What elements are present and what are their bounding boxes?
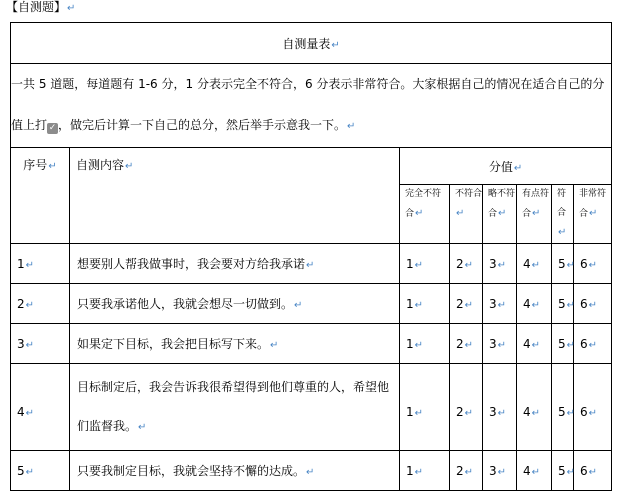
score-option[interactable] (483, 364, 517, 451)
return-mark-icon: ↵ (25, 407, 35, 419)
score-level-label: 不符合 (455, 189, 483, 199)
return-mark-icon: ↵ (414, 407, 424, 419)
item-statement (70, 451, 400, 491)
return-mark-icon: ↵ (566, 466, 576, 478)
checked-box-icon: ✓ (48, 123, 57, 133)
return-mark-icon: ↵ (48, 161, 57, 172)
item-number-value: 2 (17, 296, 25, 311)
item-statement (70, 324, 400, 364)
score-option[interactable] (400, 284, 450, 324)
item-number-value: 4 (17, 404, 25, 419)
header-seq (11, 148, 70, 244)
score-option-value: 1 (406, 404, 414, 419)
return-mark-icon: ↵ (531, 466, 541, 478)
score-option-value: 6 (580, 336, 588, 351)
return-mark-icon: ↵ (566, 339, 576, 351)
score-option-value: 6 (580, 463, 588, 478)
score-option-value: 2 (456, 256, 464, 271)
item-statement-value: 目标制定后，我会告诉我很希望得到他们尊重的人，希望他们监督我。 (77, 379, 390, 433)
score-option-value: 2 (456, 296, 464, 311)
score-option[interactable] (552, 451, 574, 491)
return-mark-icon: ↵ (566, 299, 576, 311)
score-option-value: 2 (456, 404, 464, 419)
return-mark-icon: ↵ (558, 227, 567, 238)
score-level-header (517, 185, 552, 244)
score-option-value: 3 (489, 336, 497, 351)
score-option[interactable] (574, 364, 612, 451)
score-level-header (400, 185, 450, 244)
score-option[interactable] (517, 284, 552, 324)
score-level-header (552, 185, 574, 244)
score-option[interactable] (483, 324, 517, 364)
return-mark-icon: ↵ (497, 466, 507, 478)
return-mark-icon: ↵ (588, 407, 598, 419)
score-option[interactable] (552, 364, 574, 451)
score-option[interactable] (552, 324, 574, 364)
return-mark-icon: ↵ (347, 121, 356, 132)
score-option-value: 4 (523, 256, 531, 271)
return-mark-icon: ↵ (138, 421, 147, 433)
return-mark-icon: ↵ (531, 339, 541, 351)
item-statement (70, 364, 400, 451)
score-option-value: 4 (523, 336, 531, 351)
score-option[interactable] (574, 324, 612, 364)
item-statement-value: 只要我制定目标，我就会坚持不懈的达成。 (77, 464, 306, 478)
return-mark-icon: ↵ (331, 39, 340, 51)
table-title-cell (11, 23, 612, 64)
item-number (11, 284, 70, 324)
return-mark-icon: ↵ (414, 259, 424, 271)
return-mark-icon: ↵ (464, 466, 474, 478)
instructions-text: 一共 5 道题，每道题有 1-6 分，1 分表示完全不符合，6 分表示非常符合。大家根据自己的情况在适合自己的分值上打 (11, 77, 605, 132)
return-mark-icon: ↵ (25, 299, 35, 311)
score-option-value: 5 (558, 296, 566, 311)
score-level-label: 完全不符合 (405, 189, 442, 219)
table-row (11, 364, 612, 451)
score-option-value: 1 (406, 256, 414, 271)
score-option-value: 5 (558, 463, 566, 478)
header-content (70, 148, 400, 244)
return-mark-icon: ↵ (588, 339, 598, 351)
score-option-value: 6 (580, 296, 588, 311)
header-seq-label: 序号 (23, 158, 48, 172)
section-heading-text: 【自测题】 (6, 0, 67, 14)
item-number (11, 451, 70, 491)
return-mark-icon: ↵ (497, 259, 507, 271)
score-level-header (574, 185, 612, 244)
return-mark-icon: ↵ (464, 299, 474, 311)
score-option[interactable] (483, 244, 517, 284)
instructions-text-end: ，做完后计算一下自己的总分，然后举手示意我一下。 (58, 118, 347, 132)
return-mark-icon: ↵ (464, 259, 474, 271)
return-mark-icon: ↵ (456, 208, 465, 219)
table-row (11, 244, 612, 284)
score-option-value: 6 (580, 256, 588, 271)
score-option[interactable] (552, 244, 574, 284)
instructions-cell (11, 64, 612, 148)
score-option[interactable] (450, 284, 483, 324)
item-statement-value: 想要别人帮我做事时，我会要对方给我承诺 (77, 257, 306, 271)
score-option[interactable] (517, 244, 552, 284)
return-mark-icon: ↵ (566, 259, 576, 271)
score-option-value: 4 (523, 404, 531, 419)
return-mark-icon: ↵ (531, 407, 541, 419)
score-option[interactable] (450, 364, 483, 451)
score-level-header (450, 185, 483, 244)
item-number-value: 3 (17, 336, 25, 351)
score-option-value: 1 (406, 463, 414, 478)
score-option-value: 5 (558, 336, 566, 351)
score-option[interactable] (450, 451, 483, 491)
score-option-value: 4 (523, 463, 531, 478)
return-mark-icon: ↵ (464, 407, 474, 419)
item-number-value: 5 (17, 463, 25, 478)
score-option-value: 3 (489, 256, 497, 271)
table-row (11, 324, 612, 364)
return-mark-icon: ↵ (25, 259, 35, 271)
return-mark-icon: ↵ (414, 339, 424, 351)
table-row (11, 284, 612, 324)
return-mark-icon: ↵ (414, 466, 424, 478)
score-option[interactable] (450, 324, 483, 364)
return-mark-icon: ↵ (270, 340, 279, 351)
score-option[interactable] (517, 451, 552, 491)
return-mark-icon: ↵ (513, 162, 523, 174)
return-mark-icon: ↵ (532, 208, 541, 219)
score-level-label: 有点符合 (522, 189, 550, 219)
item-number (11, 244, 70, 284)
score-level-header (483, 185, 517, 244)
score-option[interactable] (483, 284, 517, 324)
item-statement (70, 284, 400, 324)
item-statement-value: 如果定下目标，我会把目标写下来。 (77, 337, 270, 351)
score-option-value: 2 (456, 336, 464, 351)
score-option-value: 6 (580, 404, 588, 419)
score-option-value: 3 (489, 296, 497, 311)
return-mark-icon: ↵ (531, 259, 541, 271)
score-option-value: 5 (558, 404, 566, 419)
return-mark-icon: ↵ (306, 467, 315, 478)
table-title: 自测量表 (282, 36, 331, 51)
score-option[interactable] (450, 244, 483, 284)
item-number (11, 324, 70, 364)
score-option-value: 3 (489, 404, 497, 419)
score-option[interactable] (400, 451, 450, 491)
return-mark-icon: ↵ (415, 208, 424, 219)
return-mark-icon: ↵ (497, 339, 507, 351)
score-option-value: 1 (406, 336, 414, 351)
return-mark-icon: ↵ (566, 407, 576, 419)
score-level-label: 符合 (557, 189, 567, 218)
score-option-value: 5 (558, 256, 566, 271)
return-mark-icon: ↵ (588, 259, 598, 271)
score-option[interactable] (483, 451, 517, 491)
return-mark-icon: ↵ (414, 299, 424, 311)
score-option[interactable] (552, 284, 574, 324)
return-mark-icon: ↵ (588, 466, 598, 478)
return-mark-icon: ↵ (25, 339, 35, 351)
return-mark-icon: ↵ (464, 339, 474, 351)
return-mark-icon: ↵ (588, 299, 598, 311)
score-option[interactable] (574, 284, 612, 324)
return-mark-icon: ↵ (306, 260, 315, 271)
return-mark-icon: ↵ (294, 300, 303, 311)
item-number (11, 364, 70, 451)
score-option[interactable] (574, 244, 612, 284)
return-mark-icon: ↵ (125, 161, 134, 172)
header-content-label: 自测内容 (76, 158, 125, 172)
score-level-label: 略不符合 (488, 189, 516, 219)
return-mark-icon: ↵ (498, 208, 507, 219)
return-mark-icon: ↵ (531, 299, 541, 311)
score-option-value: 1 (406, 296, 414, 311)
score-option-value: 3 (489, 463, 497, 478)
header-score-label: 分值 (488, 159, 513, 174)
score-option[interactable] (517, 364, 552, 451)
return-mark-icon: ↵ (497, 299, 507, 311)
section-heading (6, 0, 75, 16)
header-score (400, 148, 612, 185)
score-option[interactable] (517, 324, 552, 364)
self-test-table (10, 22, 612, 491)
score-option[interactable] (574, 451, 612, 491)
score-option-value: 4 (523, 296, 531, 311)
score-option-value: 2 (456, 463, 464, 478)
table-row (11, 451, 612, 491)
item-number-value: 1 (17, 256, 25, 271)
score-option[interactable] (400, 324, 450, 364)
return-mark-icon: ↵ (67, 3, 76, 14)
return-mark-icon: ↵ (589, 208, 598, 219)
item-statement-value: 只要我承诺他人，我就会想尽一切做到。 (77, 297, 294, 311)
score-option[interactable] (400, 364, 450, 451)
item-statement (70, 244, 400, 284)
score-level-label: 非常符合 (579, 189, 607, 219)
score-option[interactable] (400, 244, 450, 284)
return-mark-icon: ↵ (25, 466, 35, 478)
return-mark-icon: ↵ (497, 407, 507, 419)
